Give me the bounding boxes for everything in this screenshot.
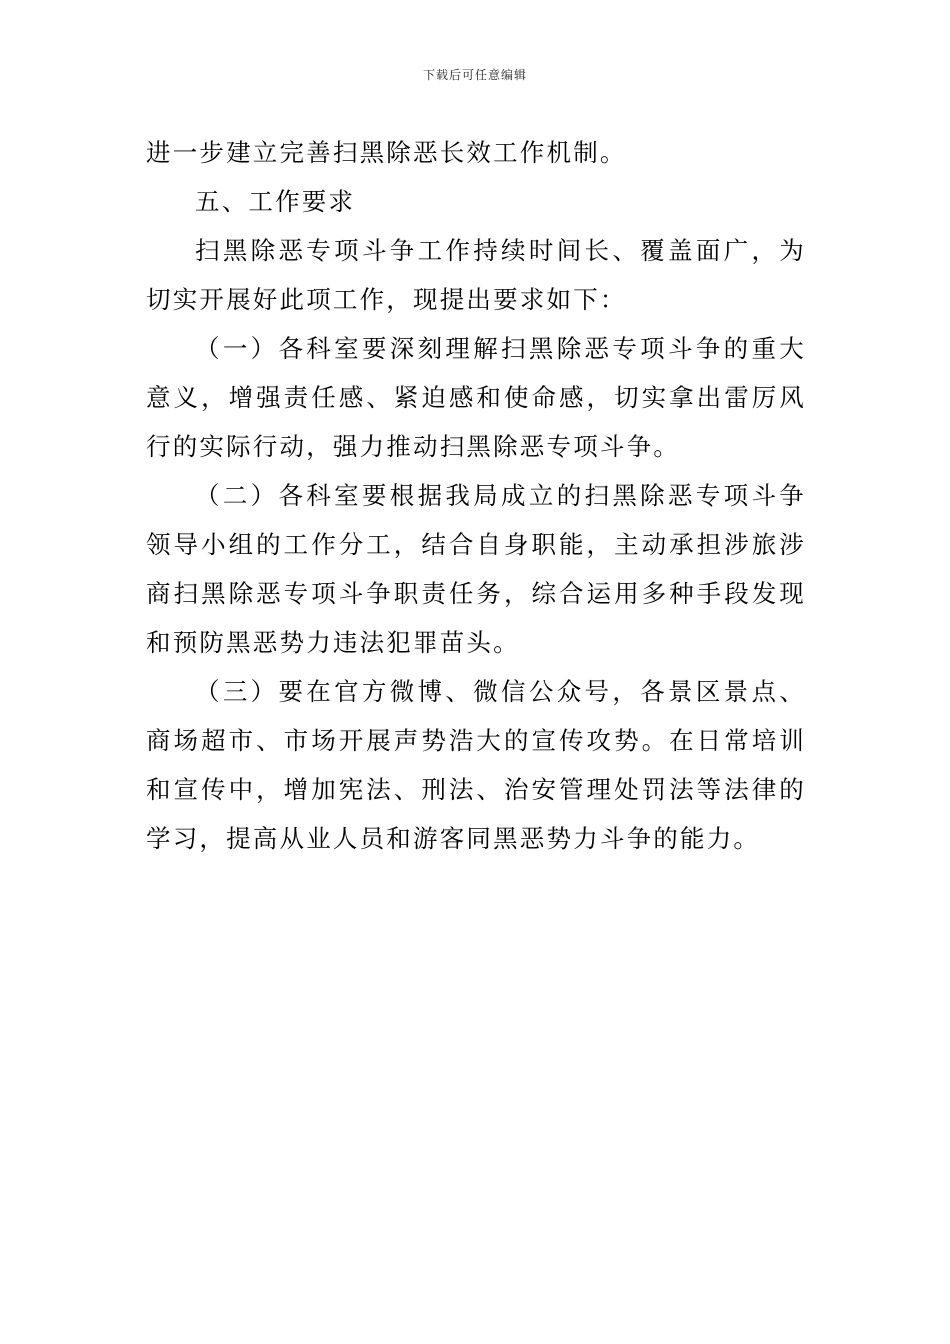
section-heading-work-requirements: 五、工作要求 <box>195 187 356 216</box>
paragraph-item-1: （一）各科室要深刻理解扫黑除恶专项斗争的重大意义，增强责任感、紧迫感和使命感，切实拿出雷厉风行的实际行动，强力推动扫黑除恶专项斗争。 <box>146 334 806 461</box>
paragraph-intro: 扫黑除恶专项斗争工作持续时间长、覆盖面广，为切实开展好此项工作，现提出要求如下： <box>146 236 806 314</box>
document-body <box>146 128 806 863</box>
paragraph-item-2: （二）各科室要根据我局成立的扫黑除恶专项斗争领导小组的工作分工，结合自身职能，主动承担涉旅涉商扫黑除恶专项斗争职责任务，综合运用多种手段发现和预防黑恶势力违法犯罪苗头。 <box>146 481 806 657</box>
paragraph-continuation: 进一步建立完善扫黑除恶长效工作机制。 <box>146 138 627 167</box>
paragraph-item-3: （三）要在官方微博、微信公众号，各景区景点、商场超市、市场开展声势浩大的宣传攻势。在日常培训和宣传中，增加宪法、刑法、治安管理处罚法等法律的学习，提高从业人员和游客同黑恶势力斗争的能力。 <box>146 677 806 853</box>
header-note: 下载后可任意编辑 <box>422 68 527 82</box>
